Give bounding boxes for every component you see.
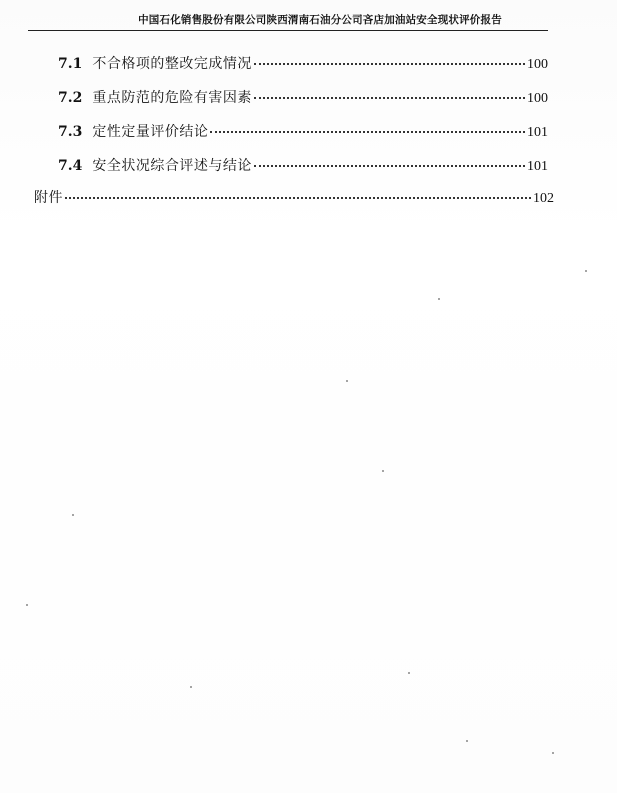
toc-entry-title: 重点防范的危险有害因素 [92,90,252,106]
toc-dot-leader [210,131,525,133]
toc-entry-title: 安全状况综合评述与结论 [92,158,252,174]
scan-speck [438,298,440,300]
toc-entry-7-4[interactable] [58,156,548,176]
toc-entry-appendix[interactable] [34,188,554,208]
header-rule [28,30,548,31]
toc-entry-number: 7.3 [58,124,83,140]
scan-speck [408,672,410,674]
toc-entry-7-1[interactable] [58,54,548,74]
scan-speck [190,686,192,688]
scan-speck [585,270,587,272]
running-header: 中国石化销售股份有限公司陕西渭南石油分公司吝店加油站安全现状评价报告 [138,14,502,26]
toc-entry-page: 101 [527,125,548,140]
toc-dot-leader [254,63,525,65]
toc-dot-leader [254,97,525,99]
scan-speck [466,740,468,742]
toc-entry-number: 7.2 [58,90,83,106]
toc-dot-leader [65,197,531,199]
toc-entry-title: 附件 [34,190,63,206]
scan-speck [72,514,74,516]
toc-entry-title: 定性定量评价结论 [92,124,209,140]
toc-dot-leader [254,165,525,167]
scan-speck [552,752,554,754]
toc-entry-number: 7.4 [58,158,83,174]
toc-entry-7-3[interactable] [58,122,548,142]
toc-entry-7-2[interactable] [58,88,548,108]
toc-entry-number: 7.1 [58,56,83,72]
toc-entry-page: 101 [527,159,548,174]
toc-entry-title: 不合格项的整改完成情况 [92,56,252,72]
scan-speck [346,380,348,382]
scan-speck [382,470,384,472]
scan-speck [26,604,28,606]
toc-entry-page: 100 [527,57,548,72]
toc-entry-page: 100 [527,91,548,106]
toc-entry-page: 102 [533,191,554,206]
